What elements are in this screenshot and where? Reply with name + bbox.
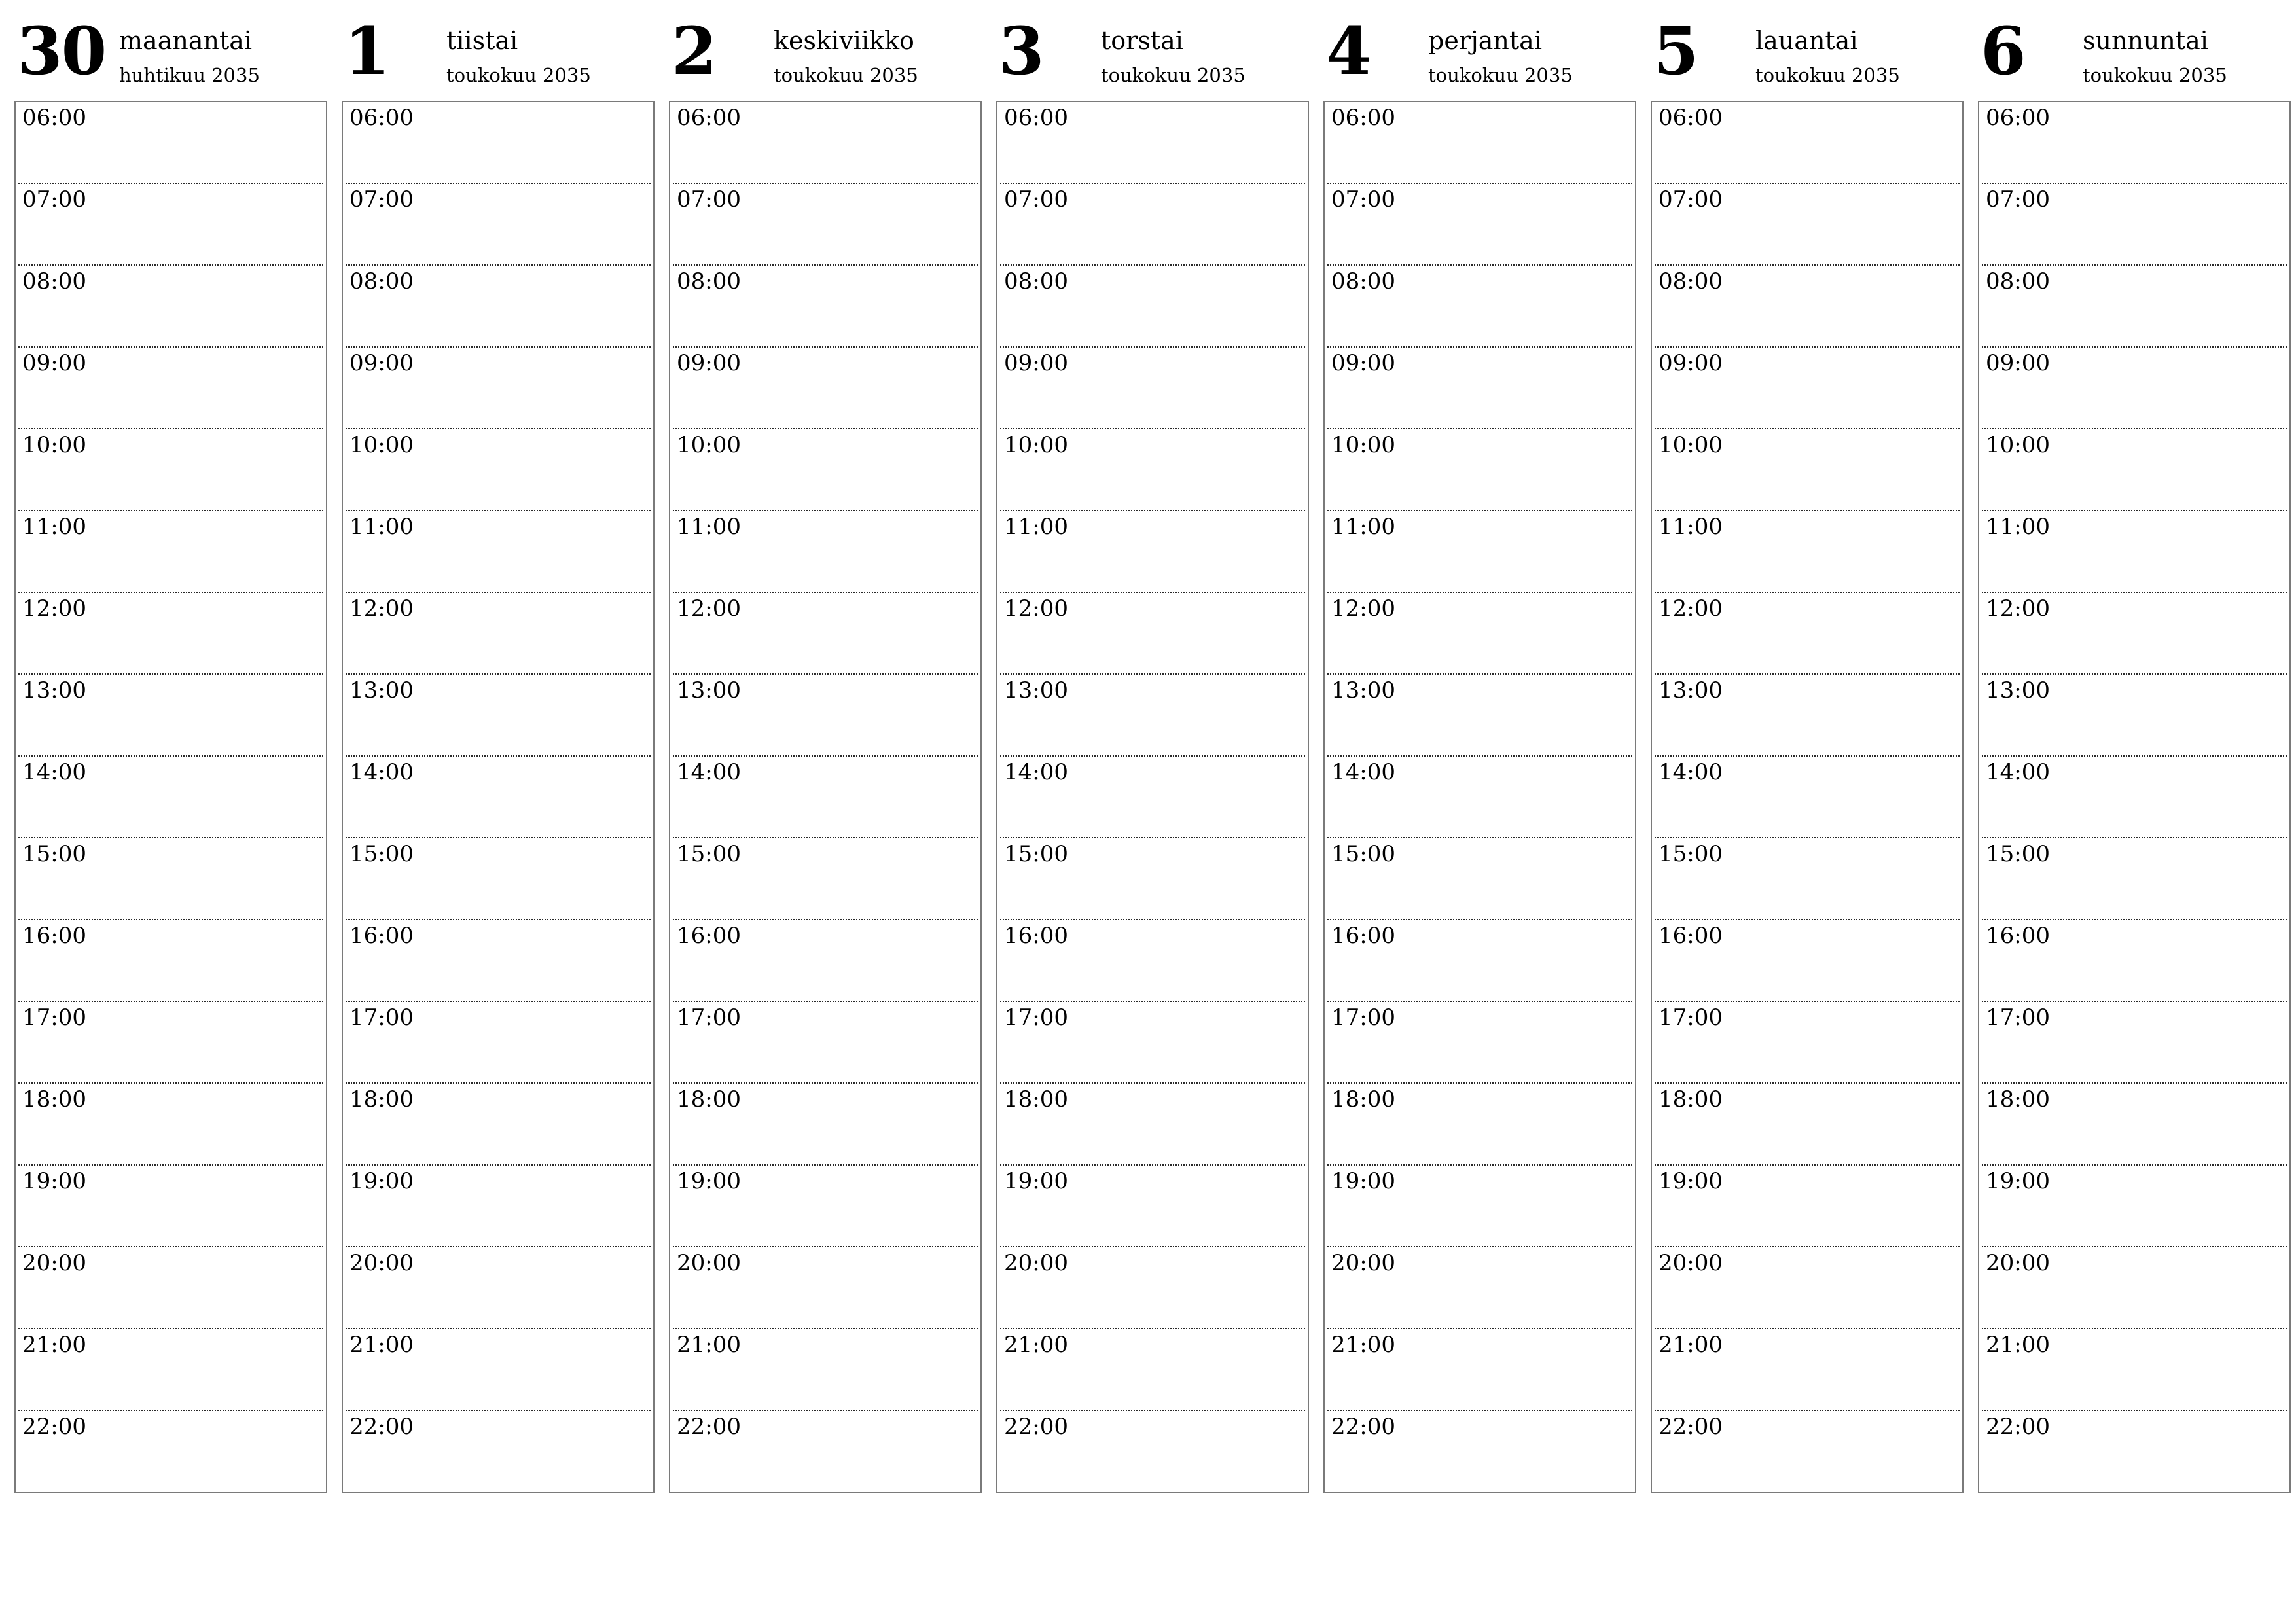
hour-label: 21:00 xyxy=(1004,1332,1068,1358)
day-column xyxy=(14,14,327,1493)
hour-slot[interactable] xyxy=(997,348,1308,429)
hour-label: 20:00 xyxy=(350,1250,414,1276)
hour-label: 13:00 xyxy=(350,677,414,704)
hour-slot[interactable] xyxy=(343,429,653,511)
weekday-name: lauantai xyxy=(1755,26,1858,55)
hour-slot[interactable] xyxy=(1325,1002,1635,1084)
hour-label: 08:00 xyxy=(677,268,741,294)
hour-label: 12:00 xyxy=(677,596,741,622)
hour-label: 12:00 xyxy=(1986,596,2050,622)
hour-label: 21:00 xyxy=(1331,1332,1395,1358)
hour-slot[interactable] xyxy=(997,1002,1308,1084)
hour-slot[interactable] xyxy=(16,1247,326,1329)
hour-slot[interactable] xyxy=(1652,675,1962,757)
hour-slot[interactable] xyxy=(16,1411,326,1493)
hour-slot[interactable] xyxy=(1652,1329,1962,1411)
hour-slot[interactable] xyxy=(1325,1411,1635,1493)
day-schedule-box[interactable] xyxy=(669,101,982,1493)
hour-label: 14:00 xyxy=(677,759,741,785)
hour-slot[interactable] xyxy=(1979,1411,2289,1493)
hour-slot[interactable] xyxy=(1979,266,2289,348)
hour-label: 16:00 xyxy=(22,923,86,949)
day-schedule-box[interactable] xyxy=(1323,101,1636,1493)
week-grid xyxy=(14,14,2291,1493)
hour-slot[interactable] xyxy=(1325,1084,1635,1166)
weekday-name: keskiviikko xyxy=(774,26,914,55)
hour-slot[interactable] xyxy=(343,920,653,1002)
hour-label: 11:00 xyxy=(350,514,414,540)
hour-slot[interactable] xyxy=(1979,593,2289,675)
hour-slot[interactable] xyxy=(997,838,1308,920)
hour-label: 18:00 xyxy=(1331,1086,1395,1113)
hour-label: 06:00 xyxy=(350,105,414,131)
hour-label: 17:00 xyxy=(1331,1005,1395,1031)
weekday-name: maanantai xyxy=(119,26,253,55)
day-number: 4 xyxy=(1326,12,1371,90)
hour-slot[interactable] xyxy=(16,920,326,1002)
day-header xyxy=(1651,14,1964,98)
weekday-name: sunnuntai xyxy=(2083,26,2208,55)
hour-label: 21:00 xyxy=(1659,1332,1723,1358)
hour-label: 18:00 xyxy=(1986,1086,2050,1113)
hour-label: 08:00 xyxy=(22,268,86,294)
hour-slot[interactable] xyxy=(1979,757,2289,838)
hour-label: 13:00 xyxy=(1986,677,2050,704)
hour-slot[interactable] xyxy=(343,675,653,757)
hour-label: 15:00 xyxy=(1331,841,1395,867)
month-year: huhtikuu 2035 xyxy=(119,64,260,86)
hour-slot[interactable] xyxy=(997,1329,1308,1411)
day-number: 1 xyxy=(344,12,389,90)
hour-label: 10:00 xyxy=(677,432,741,458)
hour-label: 10:00 xyxy=(1004,432,1068,458)
hour-label: 13:00 xyxy=(1004,677,1068,704)
hour-slot[interactable] xyxy=(670,757,980,838)
day-number: 3 xyxy=(999,12,1043,90)
hour-label: 21:00 xyxy=(22,1332,86,1358)
hour-label: 07:00 xyxy=(1331,187,1395,213)
day-column xyxy=(1651,14,1964,1493)
hour-label: 06:00 xyxy=(1659,105,1723,131)
hour-slot[interactable] xyxy=(997,184,1308,266)
hour-slot[interactable] xyxy=(1652,1411,1962,1493)
hour-label: 10:00 xyxy=(1986,432,2050,458)
hour-label: 07:00 xyxy=(677,187,741,213)
hour-label: 21:00 xyxy=(1986,1332,2050,1358)
hour-slot[interactable] xyxy=(1652,1166,1962,1247)
day-column xyxy=(1323,14,1636,1493)
hour-slot[interactable] xyxy=(1979,429,2289,511)
day-schedule-box[interactable] xyxy=(342,101,655,1493)
hour-slot[interactable] xyxy=(997,757,1308,838)
hour-slot[interactable] xyxy=(343,511,653,593)
hour-slot[interactable] xyxy=(670,1411,980,1493)
hour-slot[interactable] xyxy=(1979,511,2289,593)
month-year: toukokuu 2035 xyxy=(2083,64,2227,86)
day-column xyxy=(1978,14,2291,1493)
hour-label: 12:00 xyxy=(350,596,414,622)
hour-slot[interactable] xyxy=(670,348,980,429)
hour-slot[interactable] xyxy=(1325,266,1635,348)
hour-slot[interactable] xyxy=(16,184,326,266)
day-number: 2 xyxy=(672,12,716,90)
hour-slot[interactable] xyxy=(16,757,326,838)
hour-label: 12:00 xyxy=(22,596,86,622)
hour-label: 13:00 xyxy=(22,677,86,704)
hour-slot[interactable] xyxy=(997,1084,1308,1166)
hour-slot[interactable] xyxy=(670,184,980,266)
hour-slot[interactable] xyxy=(343,1002,653,1084)
hour-slot[interactable] xyxy=(1325,838,1635,920)
hour-label: 11:00 xyxy=(677,514,741,540)
hour-slot[interactable] xyxy=(1325,593,1635,675)
hour-label: 22:00 xyxy=(350,1414,414,1440)
hour-slot[interactable] xyxy=(343,593,653,675)
hour-label: 16:00 xyxy=(1004,923,1068,949)
hour-label: 16:00 xyxy=(350,923,414,949)
day-schedule-box[interactable] xyxy=(14,101,327,1493)
hour-slot[interactable] xyxy=(997,1411,1308,1493)
hour-slot[interactable] xyxy=(997,1247,1308,1329)
hour-label: 06:00 xyxy=(1004,105,1068,131)
hour-label: 09:00 xyxy=(350,350,414,376)
hour-slot[interactable] xyxy=(16,348,326,429)
hour-slot[interactable] xyxy=(1325,920,1635,1002)
hour-label: 19:00 xyxy=(1331,1168,1395,1194)
hour-label: 06:00 xyxy=(1986,105,2050,131)
hour-label: 08:00 xyxy=(1004,268,1068,294)
hour-label: 20:00 xyxy=(1986,1250,2050,1276)
hour-slot[interactable] xyxy=(1652,593,1962,675)
hour-label: 14:00 xyxy=(22,759,86,785)
hour-label: 08:00 xyxy=(350,268,414,294)
hour-label: 17:00 xyxy=(677,1005,741,1031)
hour-label: 22:00 xyxy=(22,1414,86,1440)
hour-label: 07:00 xyxy=(1004,187,1068,213)
hour-slot[interactable] xyxy=(1979,838,2289,920)
day-schedule-box[interactable] xyxy=(996,101,1309,1493)
hour-label: 09:00 xyxy=(1331,350,1395,376)
hour-label: 12:00 xyxy=(1331,596,1395,622)
day-number: 30 xyxy=(17,12,106,90)
hour-slot[interactable] xyxy=(670,1329,980,1411)
hour-slot[interactable] xyxy=(1979,1084,2289,1166)
hour-slot[interactable] xyxy=(343,102,653,184)
hour-slot[interactable] xyxy=(670,102,980,184)
day-header xyxy=(342,14,655,98)
hour-label: 10:00 xyxy=(1659,432,1723,458)
hour-label: 19:00 xyxy=(22,1168,86,1194)
hour-label: 09:00 xyxy=(22,350,86,376)
hour-label: 07:00 xyxy=(1659,187,1723,213)
month-year: toukokuu 2035 xyxy=(446,64,591,86)
day-header xyxy=(1978,14,2291,98)
hour-label: 08:00 xyxy=(1331,268,1395,294)
hour-slot[interactable] xyxy=(1325,348,1635,429)
hour-label: 18:00 xyxy=(1659,1086,1723,1113)
hour-label: 22:00 xyxy=(1986,1414,2050,1440)
hour-slot[interactable] xyxy=(997,102,1308,184)
hour-slot[interactable] xyxy=(1979,1002,2289,1084)
hour-label: 11:00 xyxy=(22,514,86,540)
hour-label: 09:00 xyxy=(1659,350,1723,376)
hour-slot[interactable] xyxy=(1652,1002,1962,1084)
hour-slot[interactable] xyxy=(670,266,980,348)
hour-label: 20:00 xyxy=(1659,1250,1723,1276)
hour-label: 15:00 xyxy=(350,841,414,867)
hour-label: 12:00 xyxy=(1659,596,1723,622)
hour-label: 09:00 xyxy=(1004,350,1068,376)
hour-label: 16:00 xyxy=(677,923,741,949)
hour-label: 18:00 xyxy=(677,1086,741,1113)
hour-label: 17:00 xyxy=(1986,1005,2050,1031)
hour-slot[interactable] xyxy=(16,675,326,757)
weekday-name: tiistai xyxy=(446,26,518,55)
hour-label: 06:00 xyxy=(677,105,741,131)
hour-label: 06:00 xyxy=(22,105,86,131)
hour-label: 17:00 xyxy=(22,1005,86,1031)
hour-label: 06:00 xyxy=(1331,105,1395,131)
hour-slot[interactable] xyxy=(670,429,980,511)
hour-label: 20:00 xyxy=(677,1250,741,1276)
hour-label: 19:00 xyxy=(1659,1168,1723,1194)
hour-label: 18:00 xyxy=(22,1086,86,1113)
hour-label: 10:00 xyxy=(22,432,86,458)
day-number: 6 xyxy=(1981,12,2025,90)
hour-label: 22:00 xyxy=(1659,1414,1723,1440)
hour-slot[interactable] xyxy=(670,675,980,757)
hour-label: 16:00 xyxy=(1659,923,1723,949)
hour-label: 20:00 xyxy=(1004,1250,1068,1276)
hour-label: 07:00 xyxy=(22,187,86,213)
hour-label: 08:00 xyxy=(1986,268,2050,294)
hour-slot[interactable] xyxy=(1979,184,2289,266)
month-year: toukokuu 2035 xyxy=(1755,64,1900,86)
hour-slot[interactable] xyxy=(16,593,326,675)
hour-slot[interactable] xyxy=(343,184,653,266)
day-schedule-box[interactable] xyxy=(1978,101,2291,1493)
hour-label: 20:00 xyxy=(22,1250,86,1276)
hour-slot[interactable] xyxy=(1979,1329,2289,1411)
hour-slot[interactable] xyxy=(997,1166,1308,1247)
hour-label: 07:00 xyxy=(350,187,414,213)
hour-slot[interactable] xyxy=(16,1084,326,1166)
weekday-name: torstai xyxy=(1101,26,1183,55)
hour-label: 15:00 xyxy=(1659,841,1723,867)
hour-slot[interactable] xyxy=(343,1411,653,1493)
hour-slot[interactable] xyxy=(16,266,326,348)
hour-label: 20:00 xyxy=(1331,1250,1395,1276)
hour-slot[interactable] xyxy=(343,266,653,348)
hour-label: 07:00 xyxy=(1986,187,2050,213)
hour-label: 22:00 xyxy=(677,1414,741,1440)
hour-label: 19:00 xyxy=(1004,1168,1068,1194)
hour-label: 10:00 xyxy=(350,432,414,458)
hour-label: 09:00 xyxy=(677,350,741,376)
hour-label: 16:00 xyxy=(1986,923,2050,949)
hour-label: 22:00 xyxy=(1004,1414,1068,1440)
hour-label: 12:00 xyxy=(1004,596,1068,622)
hour-label: 14:00 xyxy=(1004,759,1068,785)
hour-label: 15:00 xyxy=(22,841,86,867)
hour-label: 17:00 xyxy=(1004,1005,1068,1031)
hour-label: 14:00 xyxy=(1331,759,1395,785)
hour-slot[interactable] xyxy=(1979,1166,2289,1247)
hour-slot[interactable] xyxy=(670,1084,980,1166)
hour-slot[interactable] xyxy=(1652,266,1962,348)
hour-slot[interactable] xyxy=(1979,920,2289,1002)
hour-label: 17:00 xyxy=(350,1005,414,1031)
hour-label: 13:00 xyxy=(1331,677,1395,704)
hour-slot[interactable] xyxy=(1652,429,1962,511)
hour-slot[interactable] xyxy=(670,511,980,593)
hour-slot[interactable] xyxy=(16,1329,326,1411)
hour-slot[interactable] xyxy=(997,593,1308,675)
hour-label: 21:00 xyxy=(677,1332,741,1358)
hour-slot[interactable] xyxy=(1652,102,1962,184)
weekday-name: perjantai xyxy=(1428,26,1542,55)
hour-slot[interactable] xyxy=(670,1166,980,1247)
hour-label: 17:00 xyxy=(1659,1005,1723,1031)
day-schedule-box[interactable] xyxy=(1651,101,1964,1493)
hour-slot[interactable] xyxy=(1652,1247,1962,1329)
day-header xyxy=(996,14,1309,98)
hour-label: 11:00 xyxy=(1331,514,1395,540)
hour-slot[interactable] xyxy=(1325,1166,1635,1247)
hour-label: 19:00 xyxy=(677,1168,741,1194)
hour-slot[interactable] xyxy=(1652,184,1962,266)
hour-slot[interactable] xyxy=(1325,511,1635,593)
hour-slot[interactable] xyxy=(343,1247,653,1329)
hour-label: 14:00 xyxy=(350,759,414,785)
hour-slot[interactable] xyxy=(997,429,1308,511)
hour-slot[interactable] xyxy=(1325,429,1635,511)
hour-label: 08:00 xyxy=(1659,268,1723,294)
hour-slot[interactable] xyxy=(16,429,326,511)
hour-slot[interactable] xyxy=(1325,102,1635,184)
hour-label: 15:00 xyxy=(1986,841,2050,867)
hour-slot[interactable] xyxy=(670,1002,980,1084)
hour-slot[interactable] xyxy=(343,757,653,838)
hour-slot[interactable] xyxy=(997,675,1308,757)
hour-slot[interactable] xyxy=(1325,184,1635,266)
hour-slot[interactable] xyxy=(1652,511,1962,593)
hour-label: 11:00 xyxy=(1986,514,2050,540)
hour-slot[interactable] xyxy=(670,838,980,920)
month-year: toukokuu 2035 xyxy=(1428,64,1573,86)
hour-slot[interactable] xyxy=(670,920,980,1002)
hour-label: 11:00 xyxy=(1659,514,1723,540)
hour-label: 16:00 xyxy=(1331,923,1395,949)
hour-slot[interactable] xyxy=(343,1329,653,1411)
hour-label: 14:00 xyxy=(1659,759,1723,785)
hour-slot[interactable] xyxy=(1652,348,1962,429)
hour-label: 13:00 xyxy=(677,677,741,704)
hour-slot[interactable] xyxy=(343,1084,653,1166)
month-year: toukokuu 2035 xyxy=(774,64,918,86)
hour-label: 10:00 xyxy=(1331,432,1395,458)
hour-slot[interactable] xyxy=(1325,675,1635,757)
month-year: toukokuu 2035 xyxy=(1101,64,1246,86)
hour-slot[interactable] xyxy=(1652,757,1962,838)
day-header xyxy=(14,14,327,98)
day-column xyxy=(996,14,1309,1493)
hour-label: 15:00 xyxy=(677,841,741,867)
hour-label: 19:00 xyxy=(1986,1168,2050,1194)
hour-slot[interactable] xyxy=(16,1002,326,1084)
hour-label: 18:00 xyxy=(1004,1086,1068,1113)
day-header xyxy=(1323,14,1636,98)
hour-label: 11:00 xyxy=(1004,514,1068,540)
hour-label: 15:00 xyxy=(1004,841,1068,867)
hour-slot[interactable] xyxy=(343,1166,653,1247)
hour-slot[interactable] xyxy=(1325,1329,1635,1411)
hour-slot[interactable] xyxy=(1979,675,2289,757)
hour-slot[interactable] xyxy=(997,511,1308,593)
hour-slot[interactable] xyxy=(16,838,326,920)
hour-slot[interactable] xyxy=(1979,102,2289,184)
hour-slot[interactable] xyxy=(1325,1247,1635,1329)
day-column xyxy=(669,14,982,1493)
hour-label: 14:00 xyxy=(1986,759,2050,785)
hour-slot[interactable] xyxy=(1325,757,1635,838)
hour-slot[interactable] xyxy=(1979,1247,2289,1329)
hour-slot[interactable] xyxy=(1652,838,1962,920)
hour-label: 22:00 xyxy=(1331,1414,1395,1440)
day-header xyxy=(669,14,982,98)
hour-slot[interactable] xyxy=(670,593,980,675)
hour-label: 13:00 xyxy=(1659,677,1723,704)
hour-slot[interactable] xyxy=(997,920,1308,1002)
hour-slot[interactable] xyxy=(343,838,653,920)
hour-slot[interactable] xyxy=(997,266,1308,348)
hour-slot[interactable] xyxy=(343,348,653,429)
day-column xyxy=(342,14,655,1493)
hour-slot[interactable] xyxy=(1652,920,1962,1002)
hour-label: 21:00 xyxy=(350,1332,414,1358)
hour-slot[interactable] xyxy=(16,102,326,184)
hour-slot[interactable] xyxy=(16,1166,326,1247)
hour-label: 18:00 xyxy=(350,1086,414,1113)
hour-label: 19:00 xyxy=(350,1168,414,1194)
hour-slot[interactable] xyxy=(1979,348,2289,429)
hour-slot[interactable] xyxy=(16,511,326,593)
hour-slot[interactable] xyxy=(670,1247,980,1329)
hour-label: 09:00 xyxy=(1986,350,2050,376)
hour-slot[interactable] xyxy=(1652,1084,1962,1166)
day-number: 5 xyxy=(1653,12,1698,90)
